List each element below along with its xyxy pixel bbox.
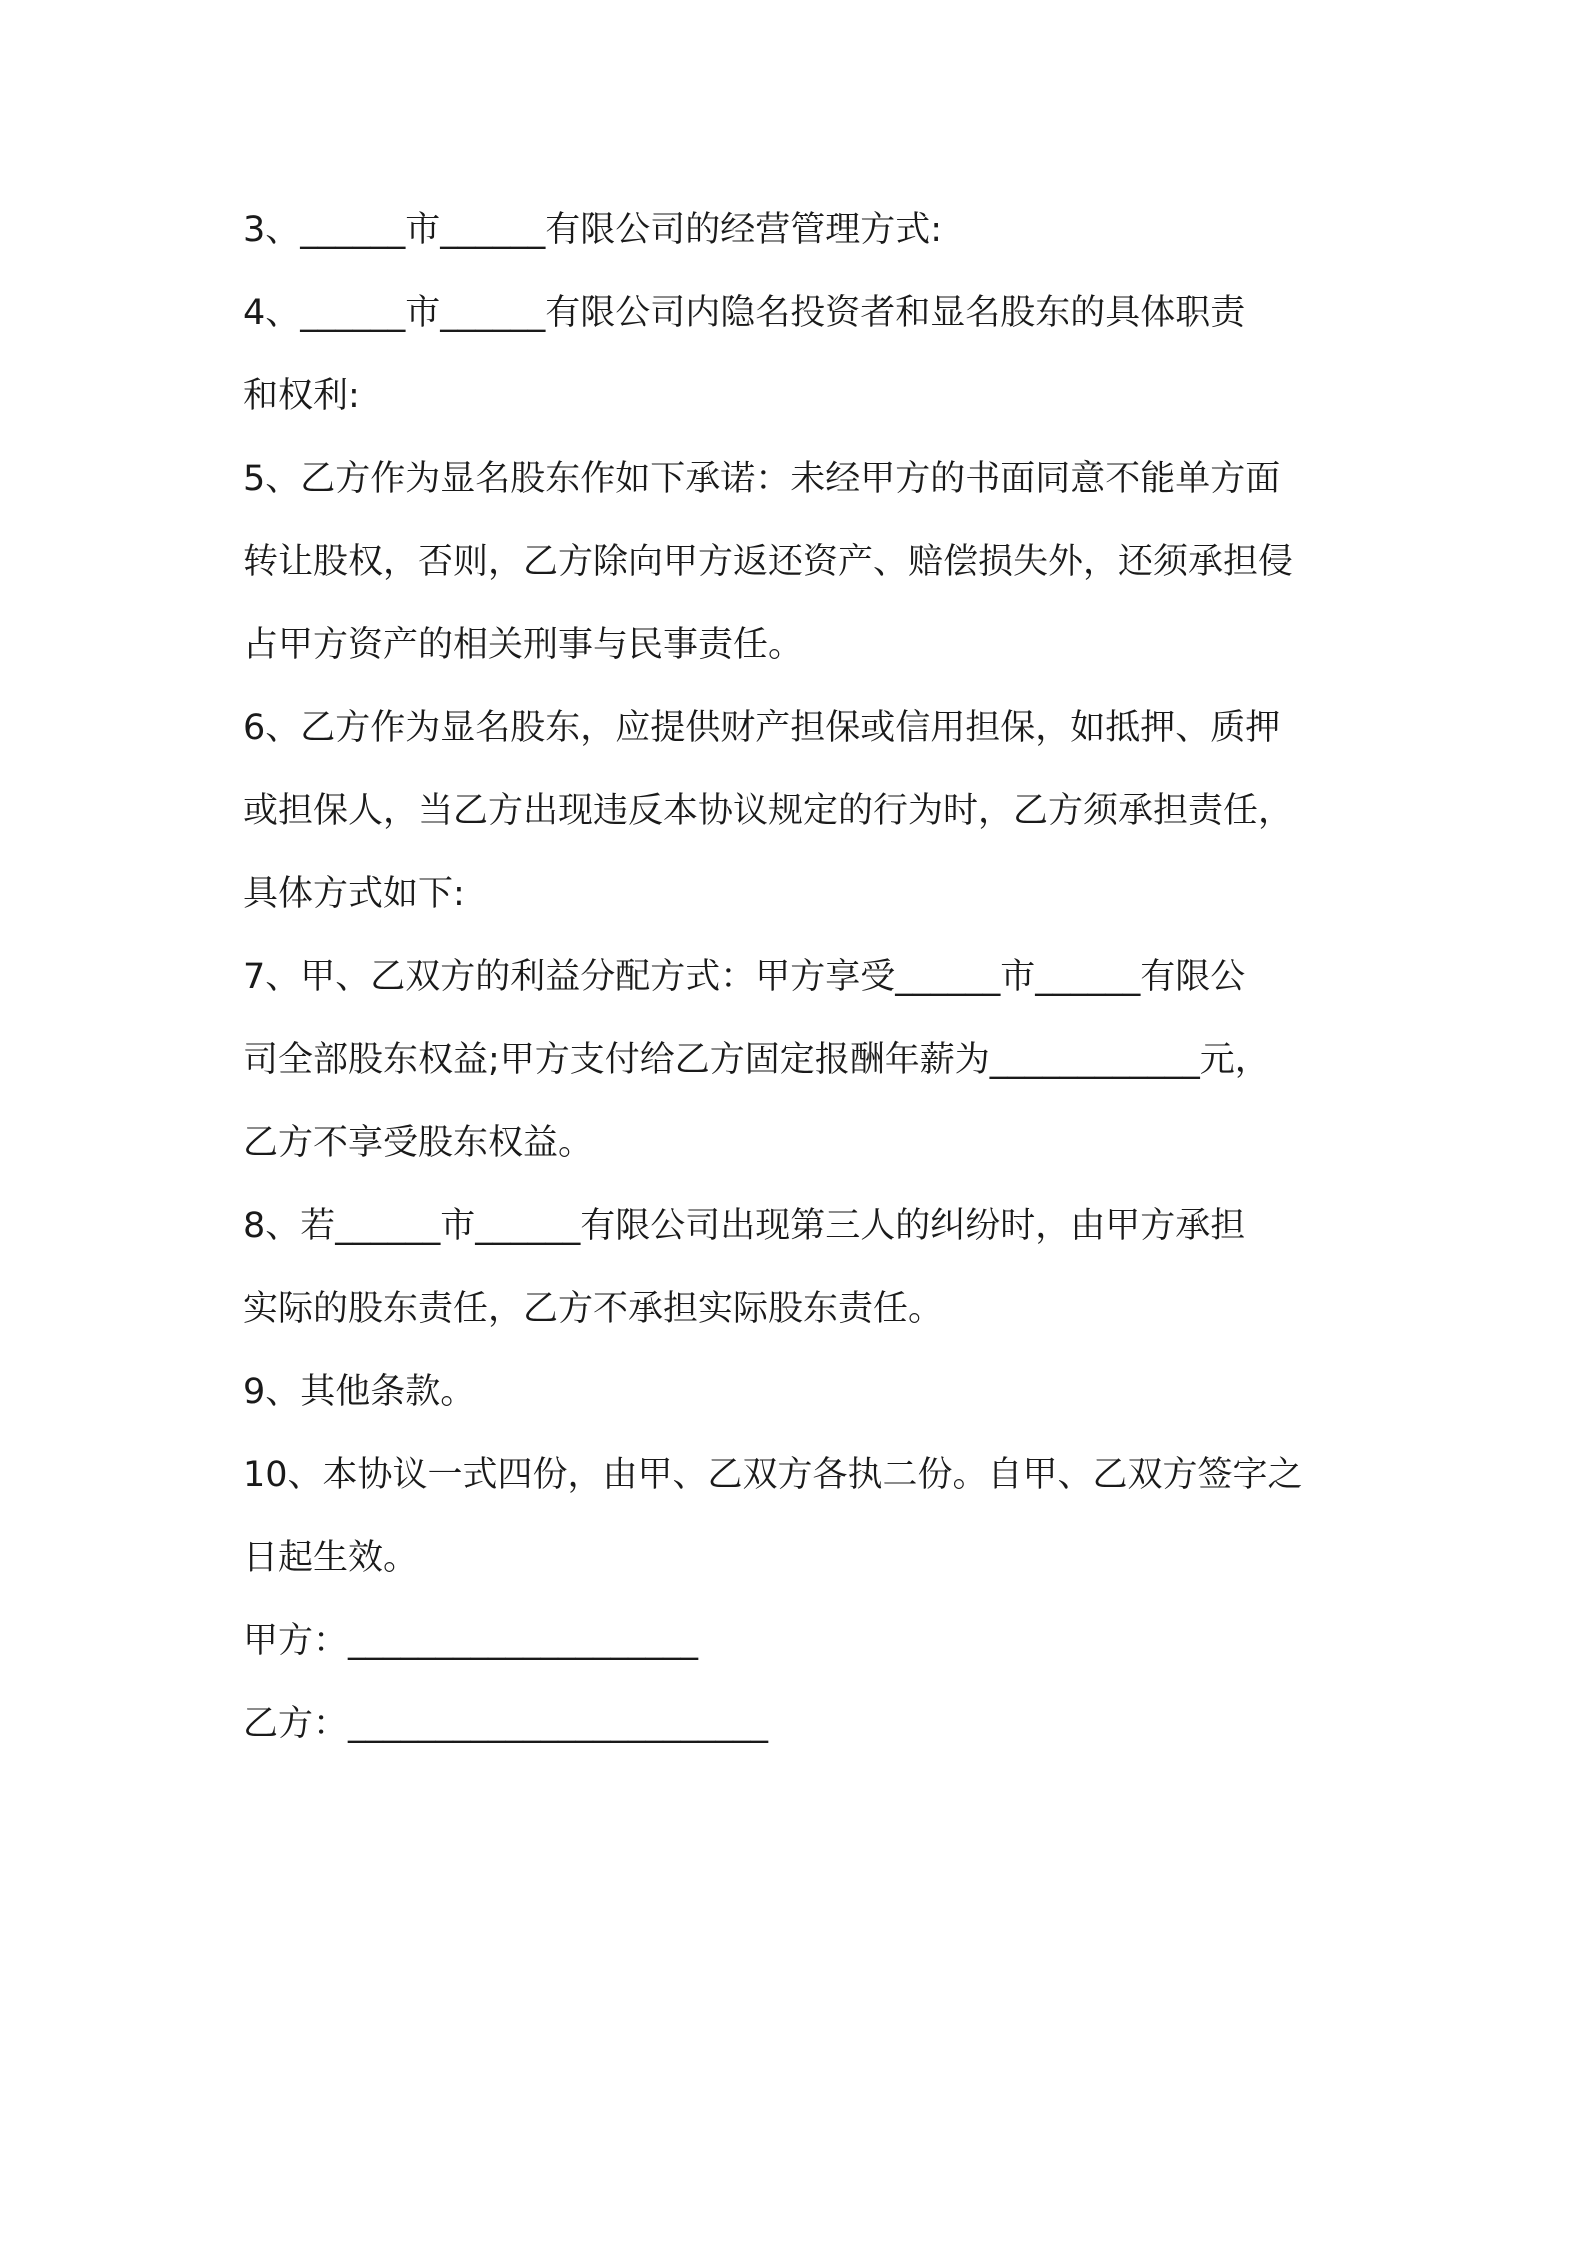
clause-5-line-3: 占甲方资产的相关刑事与民事责任。 xyxy=(243,625,804,665)
clause-8-line-2: 实际的股东责任，乙方不承担实际股东责任。 xyxy=(243,1289,944,1329)
clause-3-line-1: 3、______市______有限公司的经营管理方式: xyxy=(243,210,943,250)
clause-10-line-2: 日起生效。 xyxy=(243,1538,419,1578)
clause-6-line-3: 具体方式如下: xyxy=(243,874,465,914)
clause-7-line-2: 司全部股东权益;甲方支付给乙方固定报酬年薪为____________元， xyxy=(243,1040,1270,1080)
clause-4-line-1: 4、______市______有限公司内隐名投资者和显名股东的具体职责 xyxy=(243,293,1246,333)
clause-10-line-1: 10、本协议一式四份，由甲、乙双方各执二份。自甲、乙双方签字之 xyxy=(243,1455,1303,1495)
clause-7-line-3: 乙方不享受股东权益。 xyxy=(243,1123,594,1163)
party-b-signature-line: 乙方：________________________ xyxy=(243,1704,769,1744)
clause-8-line-1: 8、若______市______有限公司出现第三人的纠纷时，由甲方承担 xyxy=(243,1206,1246,1246)
clause-9-line-1: 9、其他条款。 xyxy=(243,1372,476,1412)
clause-6-line-2: 或担保人，当乙方出现违反本协议规定的行为时，乙方须承担责任， xyxy=(243,791,1294,831)
clause-5-line-1: 5、乙方作为显名股东作如下承诺：未经甲方的书面同意不能单方面 xyxy=(243,459,1281,499)
party-a-signature-line: 甲方：____________________ xyxy=(243,1621,699,1661)
clause-5-line-2: 转让股权，否则，乙方除向甲方返还资产、赔偿损失外，还须承担侵 xyxy=(243,542,1294,582)
clause-7-line-1: 7、甲、乙双方的利益分配方式：甲方享受______市______有限公 xyxy=(243,957,1246,997)
clause-4-line-2: 和权利: xyxy=(243,376,360,416)
clause-6-line-1: 6、乙方作为显名股东，应提供财产担保或信用担保，如抵押、质押 xyxy=(243,708,1281,748)
